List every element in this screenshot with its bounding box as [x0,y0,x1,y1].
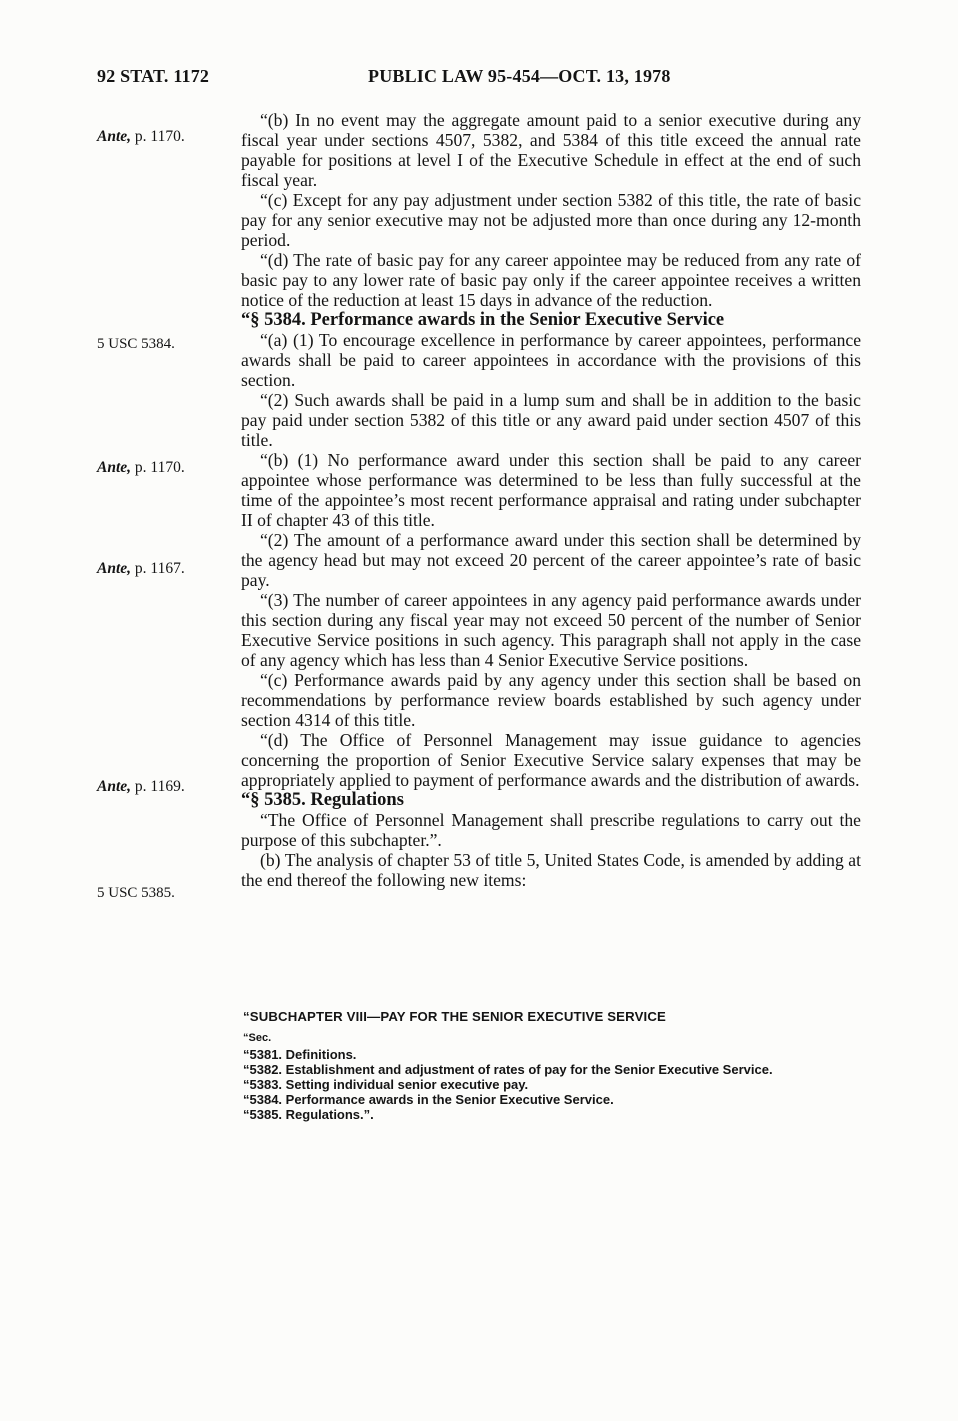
paragraph-5384-b1: “(b) (1) No performance award under this section shall be paid to any career appointee whose performance was determined to be less than fully successful at the time of the appointee’s most recent performance appraisal and rating under subchapter II of chapter 43 of this title. [241,450,861,530]
paragraph-regulations: “The Office of Personnel Management shall prescribe regulations to carry out the purpose of this subchapter.”. [241,810,861,850]
paragraph-5384-b3: “(3) The number of career appointees in any agency paid performance awards under this section during any fiscal year may not exceed 50 percent of the number of Senior Executive Service positions in such agency. This paragraph shall not apply in the case of any agency which has less than 4 Senior Executive Service positions. [241,590,861,670]
sec-label: “Sec. [243,1032,272,1044]
paragraph-d: “(d) The rate of basic pay for any career appointee may be reduced from any rate of basic pay to any lower rate of basic pay only if the career appointee receives a written notice of the reduction at least 15 days in advance of the reduction. [241,250,861,310]
subchapter-heading: “SUBCHAPTER VIII—PAY FOR THE SENIOR EXECUTIVE SERVICE [243,1009,666,1024]
ante-label: Ante, [97,459,132,476]
margin-note-5-usc-5385: 5 USC 5385. [97,885,175,901]
paragraph-b: “(b) In no event may the aggregate amount paid to a senior executive during any fiscal year under sections 4507, 5382, and 5384 of this title exceed the annual rate payable for positions at level I of the Executive Schedule in effect at the end of such fiscal year. [241,110,861,190]
paragraph-5384-d: “(d) The Office of Personnel Management may issue guidance to agencies concerning the proportion of Senior Executive Service salary expenses that may be appropriately applied to payment of performance awards and the distribution of awards. [241,730,861,790]
section-5385-heading: “§ 5385. Regulations [241,790,404,810]
paragraph-5384-a2: “(2) Such awards shall be paid in a lump sum and shall be in addition to the basic pay paid under section 5382 of this title or any award paid under section 4507 of this title. [241,390,861,450]
ante-label: Ante, [97,128,132,145]
list-item: “5385. Regulations.”. [243,1107,374,1122]
list-item: “5382. Establishment and adjustment of rates of pay for the Senior Executive Service. [243,1062,773,1077]
margin-note-ante-1167 [97,560,185,578]
margin-note-ante-1170 [97,459,185,477]
public-law-header: PUBLIC LAW 95-454—OCT. 13, 1978 [368,66,671,86]
new-items-list [243,1008,863,1122]
section-5384-heading: “§ 5384. Performance awards in the Senior Executive Service [241,310,725,330]
margin-note-page: p. 1169. [134,778,185,795]
paragraph-5384-b2: “(2) The amount of a performance award under this section shall be determined by the agency head but may not exceed 20 percent of the career appointee’s rate of basic pay. [241,530,861,590]
list-item: “5383. Setting individual senior executive pay. [243,1077,529,1092]
list-item: “5381. Definitions. [243,1047,357,1062]
list-item: “5384. Performance awards in the Senior Executive Service. [243,1092,614,1107]
paragraph-5384-c: “(c) Performance awards paid by any agency under this section shall be based on recommendations by performance review boards established by such agency under section 4314 of this title. [241,670,861,730]
paragraph-analysis-amendment: (b) The analysis of chapter 53 of title 5, United States Code, is amended by adding at the end thereof the following new items: [241,850,861,890]
statute-body [241,110,861,890]
margin-note-5-usc-5384: 5 USC 5384. [97,336,175,352]
paragraph-5384-a1: “(a) (1) To encourage excellence in performance by career appointees, performance awards shall be paid to career appointees in accordance with the provisions of this section. [241,330,861,390]
paragraph-c: “(c) Except for any pay adjustment under section 5382 of this title, the rate of basic pay for any senior executive may not be adjusted more than once during any 12-month period. [241,190,861,250]
ante-label: Ante, [97,778,132,795]
margin-note-ante-1169 [97,778,185,796]
margin-note-page: p. 1167. [134,560,185,577]
ante-label: Ante, [97,560,132,577]
margin-note-page: p. 1170. [134,128,185,145]
margin-note-ante-1170 [97,128,185,146]
statute-page-number: 92 STAT. 1172 [97,66,210,86]
margin-note-page: p. 1170. [134,459,185,476]
